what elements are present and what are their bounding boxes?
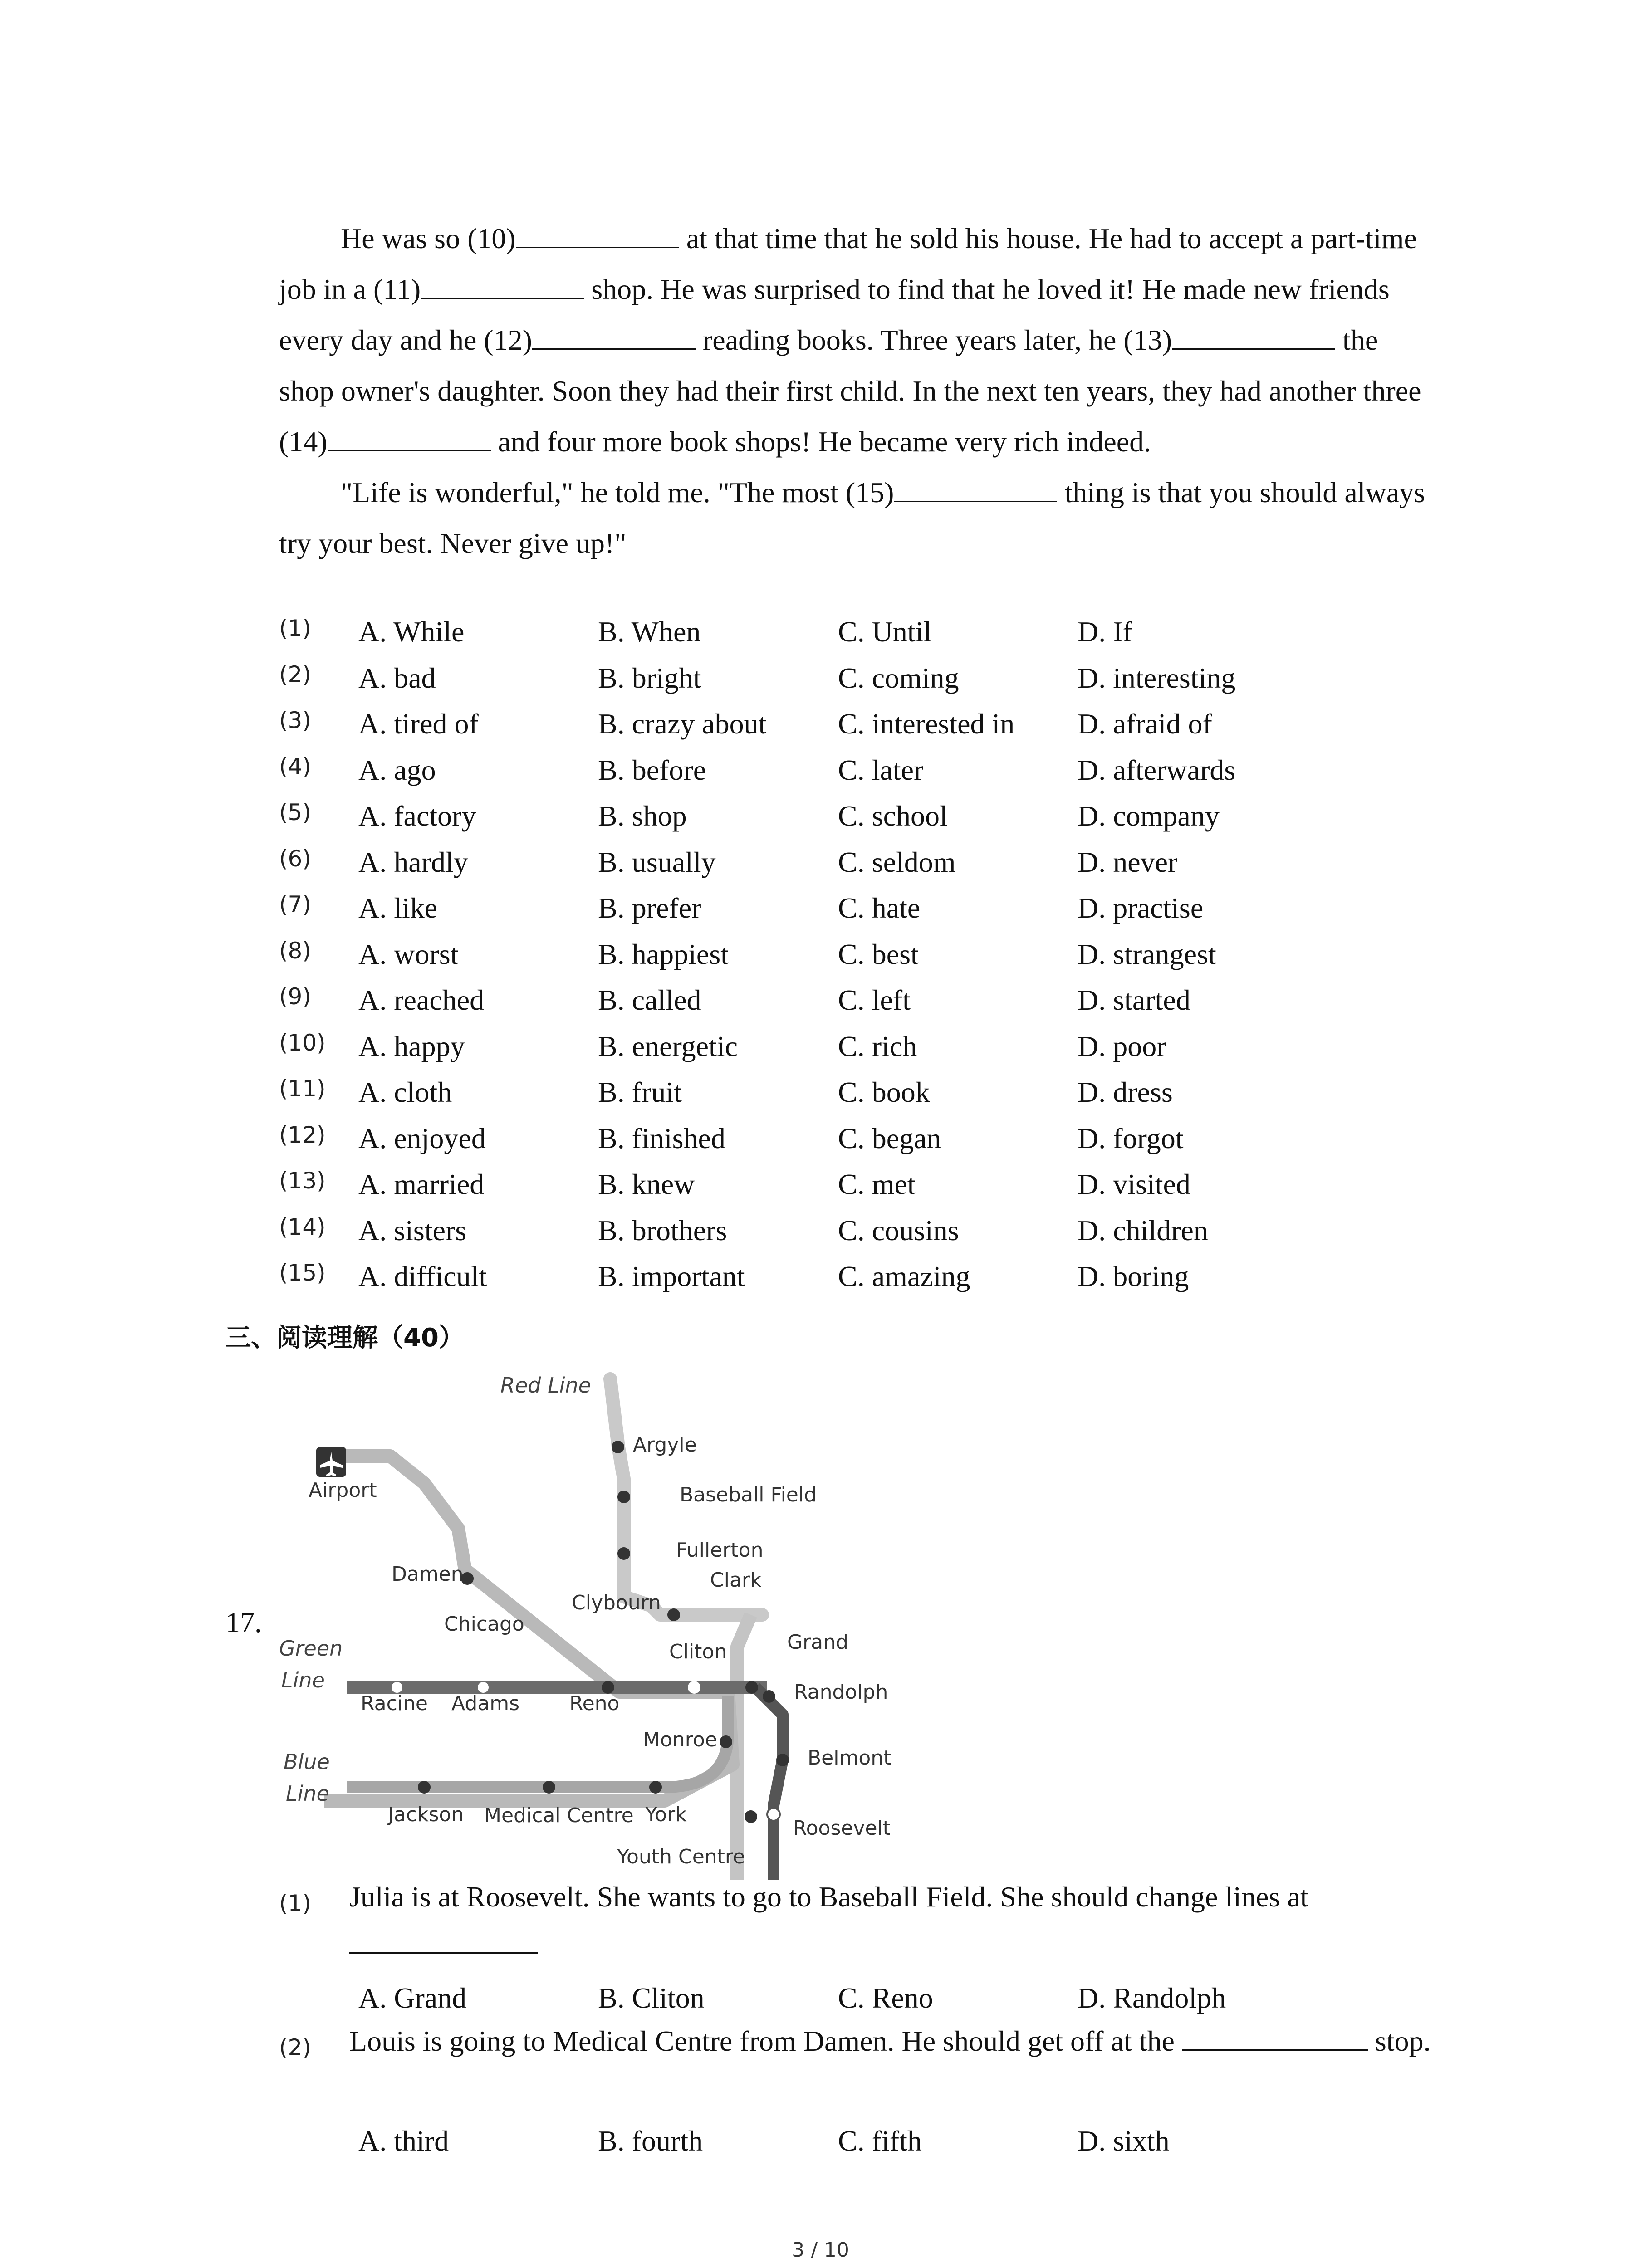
option-b[interactable]: B. prefer [598,892,701,924]
option-row [279,1118,1459,1164]
station-dot-roosevelt [767,1808,780,1821]
option-d[interactable]: D. dress [1078,1076,1173,1108]
option-c[interactable]: C. interested in [838,708,1015,740]
red-line-label: Red Line [500,1373,591,1398]
subway-map [274,1370,919,1892]
option-a[interactable]: A. third [358,2125,449,2157]
station-label-reno: Reno [569,1692,620,1715]
option-number: (8) [279,937,311,964]
option-number: (6) [279,845,311,872]
option-b[interactable]: B. Cliton [598,1982,705,2014]
option-row [279,611,1459,658]
station-label-york: York [645,1803,687,1826]
station-dot-monroe [720,1735,732,1748]
passage-paragraph-2: "Life is wonderful," he told me. "The most (15) thing is that you should always try your best. Never give up!" [279,476,1425,559]
option-row [279,1026,1459,1072]
red-line-south-track [737,1615,751,1880]
option-number: (9) [279,983,311,1010]
option-d[interactable]: D. started [1078,984,1190,1016]
answer-blank-12[interactable] [532,325,696,350]
option-a[interactable]: A. tired of [358,708,479,740]
option-c[interactable]: C. Until [838,616,932,648]
option-c[interactable]: C. hate [838,892,921,924]
option-c[interactable]: C. coming [838,661,959,694]
option-row [279,658,1459,704]
option-c[interactable]: C. school [838,800,948,832]
option-number: (5) [279,799,311,826]
option-row [279,2121,1459,2167]
option-a[interactable]: A. cloth [358,1076,452,1108]
option-a[interactable]: A. factory [358,800,476,832]
option-row [279,1256,1459,1302]
station-label-jackson: Jackson [388,1803,464,1826]
option-d[interactable]: D. company [1078,800,1220,832]
station-label-airport: Airport [309,1479,377,1502]
option-row [279,1210,1459,1256]
station-label-chicago: Chicago [444,1613,524,1636]
blue-line-label-1: Blue [284,1750,330,1774]
station-label-grand: Grand [787,1631,848,1654]
option-row [279,1072,1459,1118]
question-1 [279,1873,1440,1966]
option-row [279,704,1459,750]
option-a[interactable]: A. worst [358,938,459,970]
station-label-fullerton: Fullerton [676,1539,764,1562]
option-a[interactable]: A. hardly [358,846,468,878]
option-number: (3) [279,707,311,733]
option-number: (11) [279,1075,326,1102]
option-b[interactable]: B. happiest [598,938,729,970]
option-a[interactable]: A. reached [358,984,485,1016]
option-b[interactable]: B. crazy about [598,708,767,740]
option-c[interactable]: C. fifth [838,2125,922,2157]
option-a[interactable]: A. difficult [358,1260,487,1292]
option-d[interactable]: D. Randolph [1078,1982,1226,2014]
station-label-baseball-field: Baseball Field [680,1483,817,1506]
option-number: (7) [279,891,311,918]
option-a[interactable]: A. ago [358,753,436,786]
station-label-belmont: Belmont [808,1746,892,1769]
station-dot-racine [392,1682,402,1693]
option-c[interactable]: C. cousins [838,1214,959,1246]
option-d[interactable]: D. sixth [1078,2125,1170,2157]
option-c[interactable]: C. Reno [838,1982,933,2014]
station-dot-clybourn [667,1608,680,1621]
station-dot-jackson [418,1781,431,1794]
option-d[interactable]: D. If [1078,616,1132,648]
option-b[interactable]: B. finished [598,1122,725,1154]
option-row [279,796,1459,842]
option-row [279,980,1459,1026]
option-c[interactable]: C. book [838,1076,930,1108]
station-dot-randolph [763,1690,775,1703]
green-line-label-2: Line [281,1668,325,1692]
passage-paragraph-1: He was so (10) at that time that he sold his house. He had to accept a part-time job in a (11) shop. He was surprised to find that he loved it! He made new friends every day and he (12) reading books. Three years later, he (13) the shop owner's daughter. Soon they had their first child. In the next ten years, they had another three (14) and four more book shops! He became very rich indeed. [279,222,1421,458]
station-label-cliton: Cliton [669,1640,727,1663]
option-row [279,842,1459,888]
option-b[interactable]: B. bright [598,661,701,694]
page-number: 3 / 10 [792,2239,849,2262]
section-heading: 三、阅读理解（40） [225,1323,464,1353]
option-a[interactable]: A. enjoyed [358,1122,486,1154]
station-dot-belmont [776,1754,789,1766]
option-row [279,1978,1459,2024]
station-dot-york [649,1781,662,1794]
option-d[interactable]: D. strangest [1078,938,1216,970]
question-2-options [279,2121,1459,2167]
station-label-clark: Clark [710,1569,762,1592]
option-a[interactable]: A. sisters [358,1214,467,1246]
station-label-clybourn: Clybourn [572,1591,661,1614]
airplane-icon [316,1447,346,1477]
option-d[interactable]: D. forgot [1078,1122,1184,1154]
option-d[interactable]: D. poor [1078,1030,1166,1062]
option-b[interactable]: B. important [598,1260,745,1292]
option-b[interactable]: B. fruit [598,1076,682,1108]
question-2-number: (2) [279,2034,311,2061]
option-b[interactable]: B. usually [598,846,716,878]
option-row [279,934,1459,980]
option-number: (2) [279,661,311,688]
blue-line-label-2: Line [286,1781,329,1806]
option-number: (4) [279,753,311,780]
station-dot-medical-centre [543,1781,555,1794]
option-c[interactable]: C. amazing [838,1260,970,1292]
station-label-randolph: Randolph [794,1681,888,1704]
option-b[interactable]: B. shop [598,800,687,832]
option-c[interactable]: C. began [838,1122,941,1154]
question-2-text: Louis is going to Medical Centre from Damen. He should get off at the stop. [349,2025,1431,2057]
answer-blank-13[interactable] [1172,325,1335,350]
answer-blank-14[interactable] [328,426,491,451]
station-label-youth-centre: Youth Centre [617,1845,745,1868]
option-d[interactable]: D. visited [1078,1168,1190,1200]
purple-line-track [755,1687,783,1880]
question-2 [279,2018,1440,2065]
station-dot-adams [478,1682,489,1693]
green-line-label-1: Green [279,1636,343,1661]
cloze-passage [279,213,1427,569]
question-1-text: Julia is at Roosevelt. She wants to go to Baseball Field. She should change lines at [349,1881,1308,1913]
option-a[interactable]: A. bad [358,661,436,694]
option-d[interactable]: D. afraid of [1078,708,1212,740]
station-dot-cliton [688,1681,700,1694]
question-1-options [279,1978,1459,2024]
question-1-answer-blank[interactable] [349,1930,538,1954]
cloze-options [279,611,1459,1302]
station-dot-baseball-field [617,1491,630,1503]
option-c[interactable]: C. later [838,753,924,786]
answer-blank-11[interactable] [421,274,584,299]
option-number: (15) [279,1260,326,1286]
option-c[interactable]: C. best [838,938,919,970]
option-number: (14) [279,1213,326,1240]
option-b[interactable]: B. fourth [598,2125,703,2157]
option-c[interactable]: C. seldom [838,846,956,878]
option-a[interactable]: A. Grand [358,1982,467,2014]
option-row [279,1164,1459,1210]
station-label-roosevelt: Roosevelt [793,1817,891,1840]
option-d[interactable]: D. afterwards [1078,753,1236,786]
option-b[interactable]: B. knew [598,1168,695,1200]
option-a[interactable]: A. married [358,1168,485,1200]
option-c[interactable]: C. met [838,1168,916,1200]
option-b[interactable]: B. before [598,753,706,786]
answer-blank-15[interactable] [894,477,1057,502]
option-a[interactable]: A. happy [358,1030,465,1062]
station-dot-youth-centre [745,1810,757,1823]
option-c[interactable]: C. left [838,984,911,1016]
option-b[interactable]: B. called [598,984,701,1016]
option-row [279,888,1459,934]
question-1-number: (1) [279,1890,311,1916]
option-number: (12) [279,1121,326,1148]
station-label-racine: Racine [361,1692,428,1715]
question-number: 17. [225,1606,262,1638]
station-dot-fullerton [617,1547,630,1560]
option-a[interactable]: A. like [358,892,438,924]
option-number: (10) [279,1029,326,1056]
option-a[interactable]: A. While [358,616,465,648]
station-dot-argyle [612,1441,624,1453]
station-label-medical-centre: Medical Centre [484,1804,634,1827]
option-b[interactable]: B. When [598,616,701,648]
station-label-damen: Damen [392,1563,464,1586]
option-row [279,750,1459,796]
option-b[interactable]: B. brothers [598,1214,727,1246]
option-c[interactable]: C. rich [838,1030,917,1062]
station-label-argyle: Argyle [633,1433,697,1457]
station-dot-grand [745,1681,758,1694]
option-number: (1) [279,615,311,641]
option-d[interactable]: D. never [1078,846,1178,878]
station-label-adams: Adams [451,1692,520,1715]
station-label-monroe: Monroe [643,1728,717,1751]
option-d[interactable]: D. children [1078,1214,1208,1246]
question-2-answer-blank[interactable] [1182,2027,1368,2051]
option-d[interactable]: D. practise [1078,892,1204,924]
option-d[interactable]: D. boring [1078,1260,1189,1292]
option-d[interactable]: D. interesting [1078,661,1236,694]
option-b[interactable]: B. energetic [598,1030,738,1062]
option-number: (13) [279,1168,326,1194]
answer-blank-10[interactable] [516,223,679,248]
